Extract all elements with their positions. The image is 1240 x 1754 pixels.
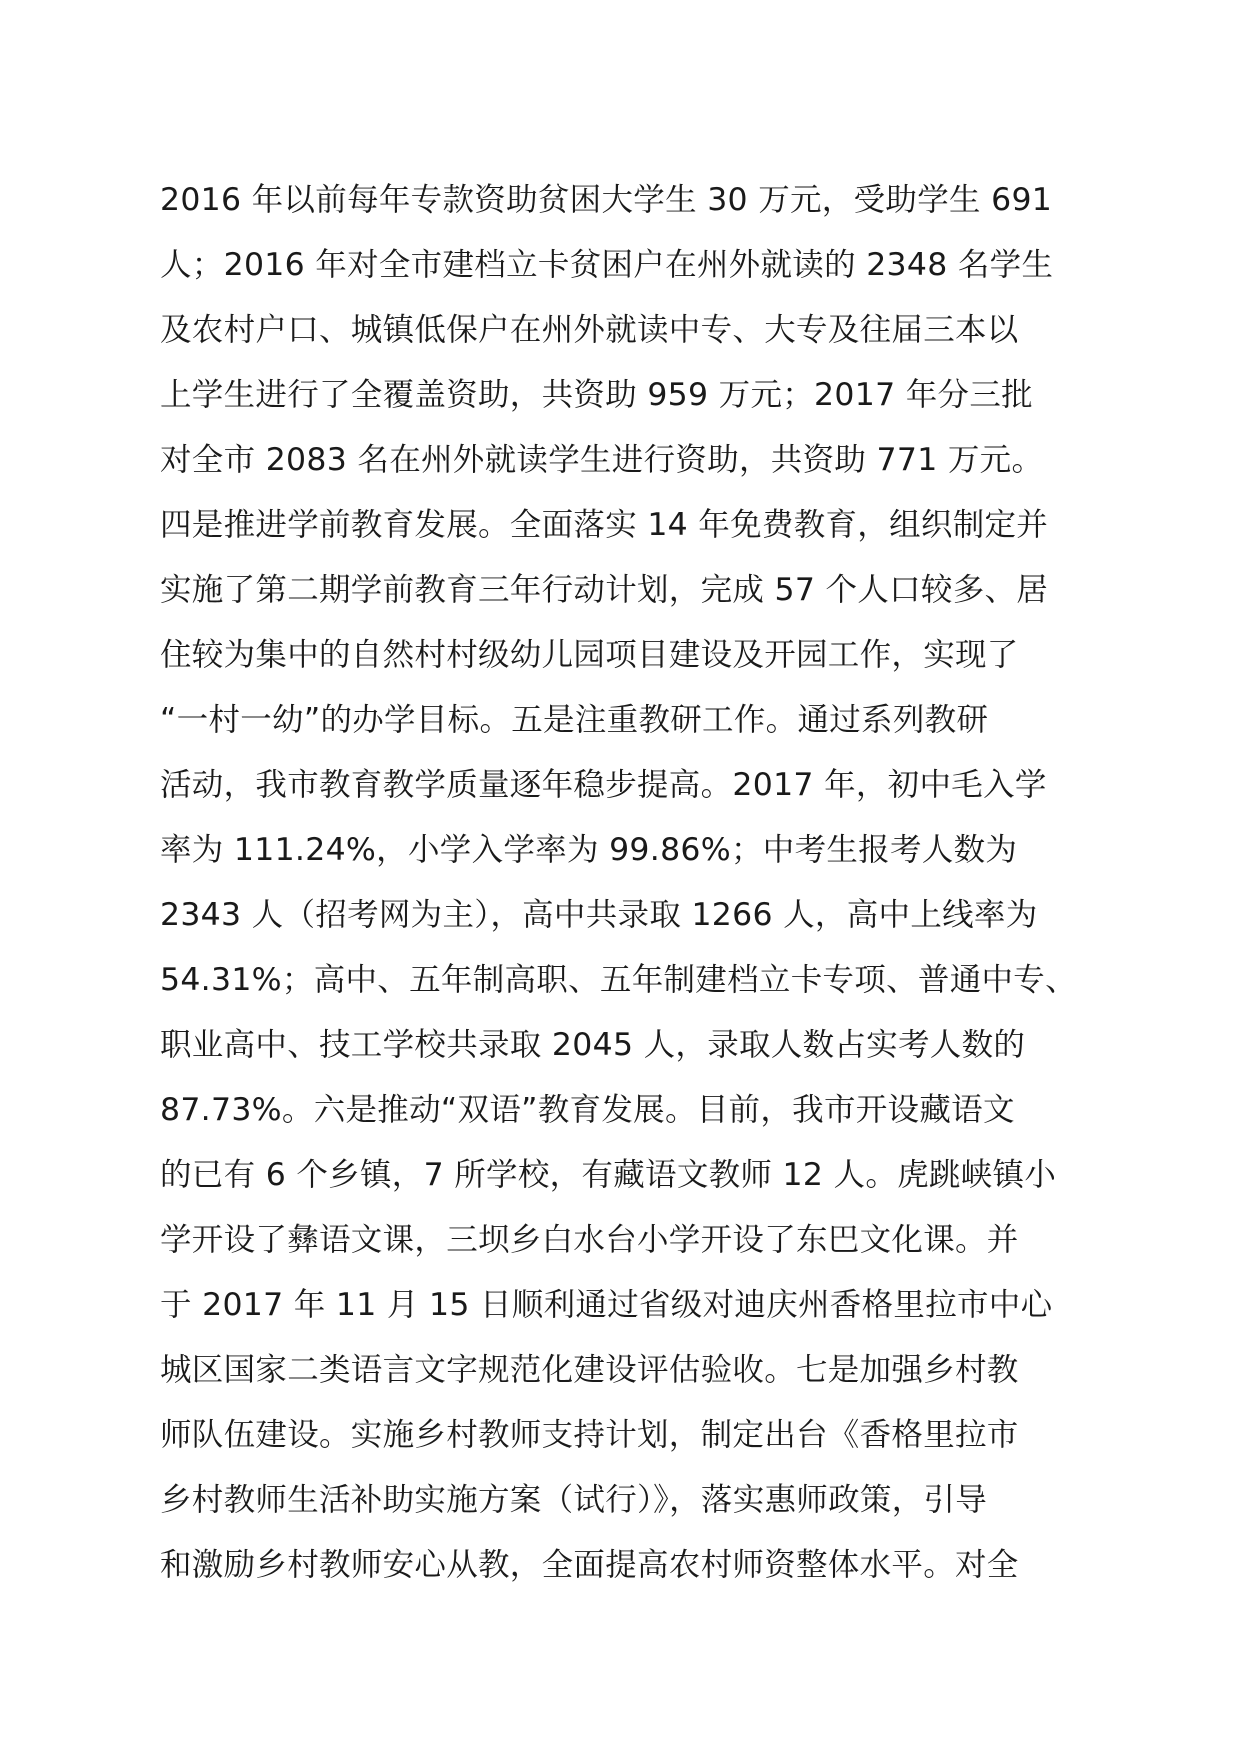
- text-line: 和激励乡村教师安心从教，全面提高农村师资整体水平。对全: [160, 1547, 1019, 1583]
- text-line: 四是推进学前教育发展。全面落实 14 年免费教育，组织制定并: [160, 507, 1049, 543]
- text-line: 2343 人（招考网为主），高中共录取 1266 人，高中上线率为: [160, 897, 1038, 933]
- text-line: 职业高中、技工学校共录取 2045 人，录取人数占实考人数的: [160, 1027, 1026, 1063]
- body-paragraph: [160, 168, 1120, 1598]
- text-line: 人；2016 年对全市建档立卡贫困户在州外就读的 2348 名学生: [160, 247, 1054, 283]
- text-line: 上学生进行了全覆盖资助，共资助 959 万元；2017 年分三批: [160, 377, 1033, 413]
- text-line: 率为 111.24%，小学入学率为 99.86%；中考生报考人数为: [160, 832, 1018, 868]
- text-line: 2016 年以前每年专款资助贫困大学生 30 万元，受助学生 691: [160, 182, 1053, 218]
- text-line: 的已有 6 个乡镇，7 所学校，有藏语文教师 12 人。虎跳峡镇小: [160, 1157, 1057, 1193]
- text-line: 城区国家二类语言文字规范化建设评估验收。七是加强乡村教: [160, 1352, 1019, 1388]
- text-line: 乡村教师生活补助实施方案（试行）》，落实惠师政策，引导: [160, 1482, 988, 1518]
- text-line: 87.73%。六是推动“双语”教育发展。目前，我市开设藏语文: [160, 1092, 1015, 1128]
- text-line: 师队伍建设。实施乡村教师支持计划，制定出台《香格里拉市: [160, 1417, 1019, 1453]
- text-line: 于 2017 年 11 月 15 日顺利通过省级对迪庆州香格里拉市中心: [160, 1287, 1053, 1323]
- text-line: 54.31%；高中、五年制高职、五年制建档立卡专项、普通中专、: [160, 962, 1077, 998]
- text-line: 活动，我市教育教学质量逐年稳步提高。2017 年，初中毛入学: [160, 767, 1047, 803]
- text-line: 对全市 2083 名在州外就读学生进行资助，共资助 771 万元。: [160, 442, 1044, 478]
- text-line: 及农村户口、城镇低保户在州外就读中专、大专及往届三本以: [160, 312, 1019, 348]
- text-line: “一村一幼”的办学目标。五是注重教研工作。通过系列教研: [160, 702, 989, 738]
- text-line: 实施了第二期学前教育三年行动计划，完成 57 个人口较多、居: [160, 572, 1049, 608]
- text-line: 住较为集中的自然村村级幼儿园项目建设及开园工作，实现了: [160, 637, 1019, 673]
- text-line: 学开设了彝语文课，三坝乡白水台小学开设了东巴文化课。并: [160, 1222, 1019, 1258]
